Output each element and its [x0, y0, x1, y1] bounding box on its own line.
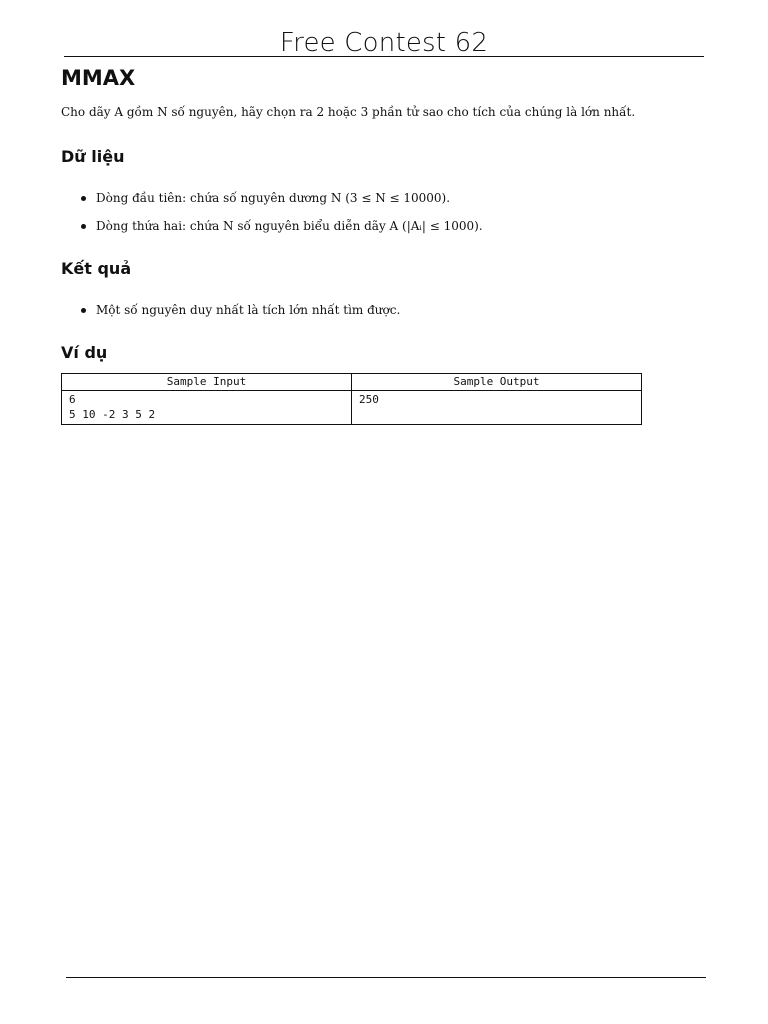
problem-title: MMAX	[61, 66, 136, 90]
input-spec-line-2: Dòng thứa hai: chứa N số nguyên biểu diễn dãy A (|Aᵢ| ≤ 1000).	[96, 219, 483, 233]
footer-rule	[66, 977, 706, 978]
table-header-row	[62, 374, 642, 391]
sample-output-line-1: 250	[359, 393, 379, 406]
problem-statement: Cho dãy A gồm N số nguyên, hãy chọn ra 2 hoặc 3 phần tử sao cho tích của chúng là lớn nhất.	[61, 105, 636, 119]
sample-output-cell	[352, 391, 642, 425]
output-section-heading: Kết quả	[61, 259, 132, 278]
example-section-heading: Ví dụ	[61, 343, 108, 362]
list-item	[80, 190, 700, 206]
output-spec-line-1: Một số nguyên duy nhất là tích lớn nhất tìm được.	[96, 303, 401, 317]
input-spec-list	[80, 190, 700, 246]
bullet-icon	[81, 308, 86, 313]
sample-output-header: Sample Output	[352, 374, 642, 391]
sample-input-line-1: 6	[69, 393, 76, 406]
input-spec-line-1: Dòng đầu tiên: chứa số nguyên dương N (3 ≤ N ≤ 10000).	[96, 191, 451, 205]
input-section-heading: Dữ liệu	[61, 147, 125, 166]
sample-table	[61, 373, 642, 425]
bullet-icon	[81, 224, 86, 229]
list-item	[80, 302, 700, 318]
sample-input-line-2: 5 10 -2 3 5 2	[69, 408, 156, 421]
output-spec-list	[80, 302, 700, 330]
bullet-icon	[81, 196, 86, 201]
list-item	[80, 218, 700, 234]
sample-input-header: Sample Input	[62, 374, 352, 391]
contest-title: Free Contest 62	[279, 28, 489, 58]
sample-input-cell	[62, 391, 352, 425]
header-rule	[64, 56, 704, 57]
table-row	[62, 391, 642, 425]
